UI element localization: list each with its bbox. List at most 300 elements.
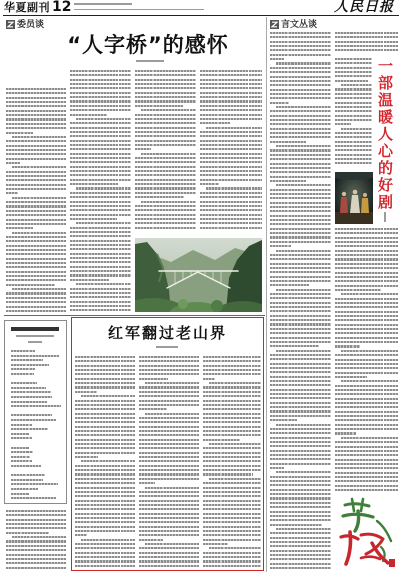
text-line <box>75 504 135 506</box>
text-line <box>6 118 66 120</box>
text-line <box>341 84 372 86</box>
text-line <box>335 359 398 361</box>
text-line <box>270 502 331 504</box>
text-line <box>335 267 398 269</box>
text-line <box>335 389 398 391</box>
text-line <box>70 274 131 276</box>
text-line <box>70 257 131 259</box>
column-tag-icon <box>6 20 15 29</box>
text-line <box>203 439 240 441</box>
text-line <box>270 58 284 60</box>
text-line <box>6 262 66 264</box>
text-line <box>203 508 261 510</box>
text-line <box>203 469 261 471</box>
poem-line <box>11 428 48 430</box>
vertical-article-title: 一部温暖人心的好剧 <box>376 58 394 211</box>
text-line <box>75 495 135 497</box>
text-line <box>335 298 398 300</box>
text-line <box>200 118 262 120</box>
text-line <box>203 434 261 436</box>
text-line <box>270 441 331 443</box>
text-line <box>135 227 196 229</box>
text-line <box>203 417 261 419</box>
text-line <box>270 480 331 482</box>
text-line <box>139 565 199 567</box>
stage-photo <box>335 172 373 224</box>
text-line <box>270 524 322 526</box>
body-text-column <box>75 356 135 568</box>
text-line <box>270 384 331 386</box>
text-line <box>139 495 199 497</box>
text-line <box>12 136 66 138</box>
text-line <box>6 158 66 160</box>
text-line <box>70 179 131 181</box>
text-line <box>203 517 261 519</box>
text-line <box>6 162 20 164</box>
text-line <box>70 244 131 246</box>
text-line <box>270 263 331 265</box>
text-line <box>145 413 199 415</box>
poem-line <box>11 451 33 453</box>
text-line <box>139 439 199 441</box>
text-line <box>341 437 398 439</box>
text-line <box>12 232 66 234</box>
poem-line <box>11 424 32 426</box>
text-line <box>200 153 262 155</box>
text-line <box>270 49 331 51</box>
text-line <box>70 131 131 133</box>
text-line <box>75 452 135 454</box>
column-tag-label: 委员谈 <box>17 19 45 30</box>
text-line <box>270 219 331 221</box>
text-line <box>209 443 261 445</box>
text-line <box>6 179 66 181</box>
text-line <box>139 447 199 449</box>
text-line <box>335 250 398 252</box>
text-line <box>75 426 135 428</box>
text-line <box>6 284 55 286</box>
text-line <box>335 302 398 304</box>
text-line <box>203 565 261 567</box>
text-line <box>6 549 66 551</box>
poem-title-placeholder <box>11 327 59 331</box>
text-line <box>70 192 131 194</box>
text-line <box>270 171 331 173</box>
text-line <box>335 58 372 60</box>
text-line <box>335 472 398 474</box>
text-line <box>70 170 131 172</box>
text-line <box>70 96 131 98</box>
text-line <box>70 214 131 216</box>
text-line <box>203 404 261 406</box>
text-line <box>335 480 398 482</box>
text-line <box>75 508 135 510</box>
text-line <box>200 179 262 181</box>
text-line <box>70 174 131 176</box>
bridge-photo <box>135 238 262 312</box>
text-line <box>270 236 331 238</box>
text-line <box>341 128 372 130</box>
text-line <box>276 184 331 186</box>
text-line <box>135 196 184 198</box>
text-line <box>135 100 196 102</box>
text-line <box>335 432 356 434</box>
text-line <box>6 210 66 212</box>
text-line <box>135 135 196 137</box>
text-line <box>270 341 331 343</box>
poem-line <box>11 456 30 458</box>
text-line <box>6 201 66 203</box>
text-line <box>6 532 49 534</box>
text-line <box>335 158 372 160</box>
text-line <box>270 45 331 47</box>
text-line <box>6 510 66 512</box>
text-line <box>75 378 135 380</box>
text-line <box>135 214 196 216</box>
text-line <box>335 154 372 156</box>
text-line <box>6 140 66 142</box>
calligraphy-artwork <box>333 497 398 570</box>
text-line <box>341 380 398 382</box>
text-line <box>6 184 66 186</box>
text-line <box>135 105 183 107</box>
text-line <box>335 306 398 308</box>
text-line <box>270 180 306 182</box>
text-line <box>139 378 168 380</box>
poem-line <box>11 368 35 370</box>
text-line <box>276 250 331 252</box>
text-line <box>335 115 372 117</box>
text-line <box>335 319 398 321</box>
text-line <box>139 465 199 467</box>
text-line <box>70 209 131 211</box>
text-line <box>6 114 66 116</box>
text-line <box>203 452 261 454</box>
text-line <box>75 430 135 432</box>
text-line <box>276 289 331 291</box>
text-line <box>270 71 331 73</box>
text-line <box>6 101 66 103</box>
text-line <box>335 32 398 34</box>
text-line <box>270 345 319 347</box>
text-line <box>270 41 331 43</box>
text-line <box>203 473 253 475</box>
text-line <box>270 337 331 339</box>
poem-line <box>11 437 32 439</box>
text-line <box>341 293 398 295</box>
text-line <box>135 118 196 120</box>
text-line <box>75 465 135 467</box>
column-tag-icon <box>270 20 279 29</box>
text-line <box>270 506 331 508</box>
text-line <box>139 391 199 393</box>
text-line <box>335 41 398 43</box>
text-line <box>75 360 135 362</box>
text-line <box>75 469 135 471</box>
text-line <box>203 491 261 493</box>
text-line <box>6 97 66 99</box>
text-line <box>209 478 261 480</box>
text-line <box>270 302 331 304</box>
text-line <box>270 128 331 130</box>
body-text-column <box>70 70 131 312</box>
text-line <box>6 132 33 134</box>
text-line <box>6 240 66 242</box>
text-line <box>70 270 131 272</box>
body-text-column <box>135 70 196 232</box>
text-line <box>270 189 331 191</box>
text-line <box>141 153 196 155</box>
text-line <box>135 209 196 211</box>
text-line <box>70 70 131 72</box>
text-line <box>335 102 372 104</box>
text-line <box>335 489 398 491</box>
text-line <box>335 254 398 256</box>
text-line <box>335 237 398 239</box>
text-line <box>270 458 331 460</box>
text-line <box>270 193 331 195</box>
text-line <box>70 201 131 203</box>
text-line <box>70 253 131 255</box>
text-line <box>335 363 398 365</box>
text-line <box>135 187 196 189</box>
text-line <box>70 127 131 129</box>
text-line <box>200 96 262 98</box>
text-line <box>6 153 66 155</box>
text-line <box>335 49 398 51</box>
text-line <box>203 534 261 536</box>
text-line <box>135 140 196 142</box>
text-line <box>270 267 331 269</box>
text-line <box>139 539 163 541</box>
body-text-column <box>203 356 261 568</box>
text-line <box>6 245 66 247</box>
text-line <box>270 567 331 569</box>
poem-line <box>11 488 38 490</box>
text-line <box>270 563 331 565</box>
text-line <box>335 428 398 430</box>
body-text-column <box>6 88 66 312</box>
text-line <box>203 408 261 410</box>
text-line <box>203 447 261 449</box>
text-line <box>135 127 196 129</box>
text-line <box>270 380 331 382</box>
text-line <box>200 135 262 137</box>
text-line <box>139 395 199 397</box>
text-line <box>335 106 372 108</box>
text-line <box>200 114 262 116</box>
text-line <box>135 96 196 98</box>
text-line <box>270 141 306 143</box>
text-line <box>135 205 196 207</box>
text-line <box>335 393 398 395</box>
text-line <box>6 227 33 229</box>
text-line <box>6 253 66 255</box>
text-line <box>335 402 398 404</box>
text-line <box>139 469 199 471</box>
text-line <box>203 356 261 358</box>
text-line <box>203 426 261 428</box>
text-line <box>270 197 331 199</box>
text-line <box>203 413 261 415</box>
text-line <box>70 218 117 220</box>
poem-line <box>11 493 29 495</box>
text-line <box>75 478 135 480</box>
text-line <box>6 258 66 260</box>
author-byline-placeholder <box>136 60 164 62</box>
poem-line <box>11 433 29 435</box>
text-line <box>200 161 262 163</box>
text-line <box>75 456 98 458</box>
text-line <box>270 397 331 399</box>
text-line <box>75 365 135 367</box>
text-line <box>335 315 398 317</box>
text-line <box>270 176 331 178</box>
text-line <box>70 100 131 102</box>
text-line <box>75 373 135 375</box>
text-line <box>270 467 284 469</box>
text-line <box>135 144 196 146</box>
text-line <box>270 537 331 539</box>
text-line <box>200 174 262 176</box>
text-line <box>6 92 66 94</box>
featured-article-headline: 红军翻过老山界 <box>107 324 227 342</box>
text-line <box>270 545 331 547</box>
text-line <box>139 478 199 480</box>
text-line <box>6 271 66 273</box>
text-line <box>75 487 135 489</box>
text-line <box>75 534 87 536</box>
text-line <box>270 371 331 373</box>
text-line <box>270 97 331 99</box>
text-line <box>270 410 331 412</box>
text-line <box>200 70 262 72</box>
dateline-placeholder <box>74 3 132 5</box>
text-line <box>200 192 262 194</box>
text-line <box>139 404 199 406</box>
text-line <box>75 417 135 419</box>
text-line <box>270 206 331 208</box>
text-line <box>141 201 196 203</box>
text-line <box>335 467 398 469</box>
text-line <box>135 79 196 81</box>
text-line <box>270 454 331 456</box>
text-line <box>203 560 261 562</box>
text-line <box>70 279 109 281</box>
text-line <box>70 305 131 307</box>
text-line <box>200 122 230 124</box>
text-line <box>200 218 262 220</box>
poem-line <box>11 474 45 476</box>
text-line <box>203 456 261 458</box>
text-line <box>139 460 199 462</box>
text-line <box>270 149 331 151</box>
text-line <box>270 476 331 478</box>
text-line <box>6 554 66 556</box>
text-line <box>75 386 135 388</box>
text-line <box>70 153 131 155</box>
text-line <box>70 105 131 107</box>
text-line <box>335 93 372 95</box>
text-line <box>203 495 261 497</box>
text-line <box>200 170 262 172</box>
text-line <box>139 408 167 410</box>
text-line <box>203 430 261 432</box>
body-text-column <box>335 228 398 494</box>
text-line <box>135 87 196 89</box>
poem-line <box>11 387 46 389</box>
text-line <box>70 231 131 233</box>
poem-line <box>11 350 35 352</box>
text-line <box>70 288 131 290</box>
poem-line <box>11 414 52 416</box>
text-line <box>203 369 261 371</box>
text-line <box>200 183 219 185</box>
text-line <box>270 554 331 556</box>
text-line <box>270 541 331 543</box>
text-line <box>6 558 66 560</box>
text-line <box>6 171 66 173</box>
text-line <box>70 87 131 89</box>
text-line <box>76 222 131 224</box>
editor-line-placeholder <box>74 9 204 11</box>
text-line <box>139 556 199 558</box>
text-line <box>12 197 66 199</box>
text-line <box>270 245 291 247</box>
text-line <box>81 460 135 462</box>
text-line <box>135 218 196 220</box>
text-line <box>335 258 398 260</box>
text-line <box>6 105 66 107</box>
text-line <box>270 93 331 95</box>
text-line <box>139 491 199 493</box>
poem-line <box>11 355 59 357</box>
text-line <box>6 301 66 303</box>
text-line <box>335 97 372 99</box>
text-line <box>270 163 331 165</box>
text-line <box>335 485 398 487</box>
text-line <box>139 482 155 484</box>
text-line <box>75 443 135 445</box>
text-line <box>6 110 66 112</box>
text-line <box>75 482 135 484</box>
text-line <box>270 115 331 117</box>
poem-author-placeholder <box>28 341 42 343</box>
text-line <box>203 373 261 375</box>
text-line <box>203 500 261 502</box>
text-line <box>270 167 331 169</box>
text-line <box>75 560 135 562</box>
text-line <box>70 135 131 137</box>
text-line <box>76 187 131 189</box>
text-line <box>75 382 135 384</box>
text-line <box>70 109 131 111</box>
text-line <box>200 166 262 168</box>
poem-line <box>11 373 34 375</box>
text-line <box>203 482 261 484</box>
text-line <box>6 145 66 147</box>
text-line <box>335 406 398 408</box>
text-line <box>6 297 66 299</box>
poem-lines <box>11 350 61 500</box>
text-line <box>335 450 398 452</box>
text-line <box>75 517 135 519</box>
header-rule <box>3 15 399 16</box>
text-line <box>139 417 199 419</box>
section-name: 华夏副刊 <box>4 1 50 14</box>
text-line <box>270 123 331 125</box>
poem-line <box>11 396 52 398</box>
